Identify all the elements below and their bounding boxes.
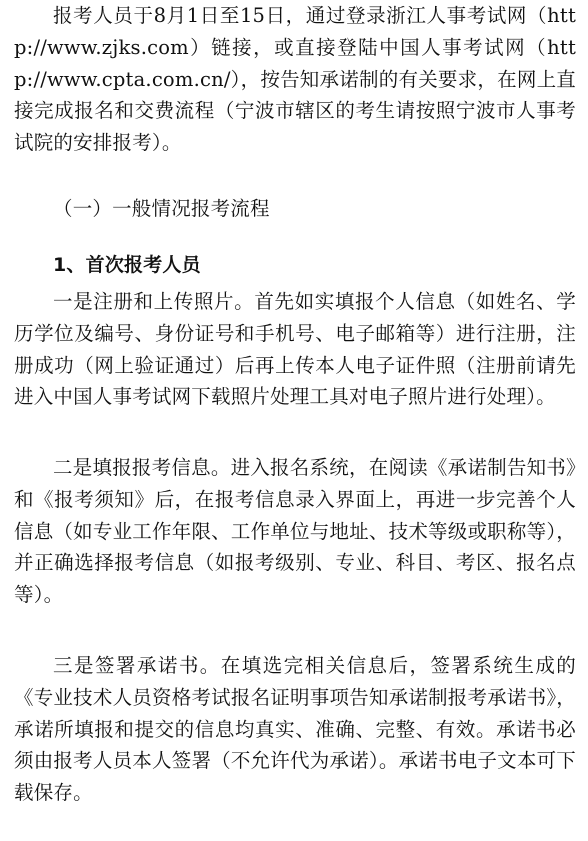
intro-paragraph: 报考人员于8月1日至15日，通过登录浙江人事考试网（http://www.zjks.com）链接，或直接登陆中国人事考试网（http://www.cpta.com.cn/），按告知承诺制的有关要求，在网上直接完成报名和交费流程（宁波市辖区的考生请按照宁波市人事考试院的安排报考）。 (14, 4, 576, 155)
subheading: 1、首次报考人员 (53, 254, 201, 276)
step-paragraph-3: 三是签署承诺书。在填选完相关信息后，签署系统生成的《专业技术人员资格考试报名证明事项告知承诺制报考承诺书》，承诺所填报和提交的信息均真实、准确、完整、有效。承诺书必须由报考人员本人签署（不允许代为承诺）。承诺书电子文本可下载保存。 (14, 654, 576, 805)
section-title: （一）一般情况报考流程 (53, 197, 270, 220)
step-paragraph-2: 二是填报报考信息。进入报名系统，在阅读《承诺制告知书》和《报考须知》后，在报考信息录入界面上，再进一步完善个人信息（如专业工作年限、工作单位与地址、技术等级或职称等），并正确选择报考信息（如报考级别、专业、科目、考区、报名点等）。 (14, 456, 576, 607)
step-paragraph-1: 一是注册和上传照片。首先如实填报个人信息（如姓名、学历学位及编号、身份证号和手机号、电子邮箱等）进行注册，注册成功（网上验证通过）后再上传本人电子证件照（注册前请先进入中国人事考试网下载照片处理工具对电子照片进行处理）。 (14, 290, 576, 409)
